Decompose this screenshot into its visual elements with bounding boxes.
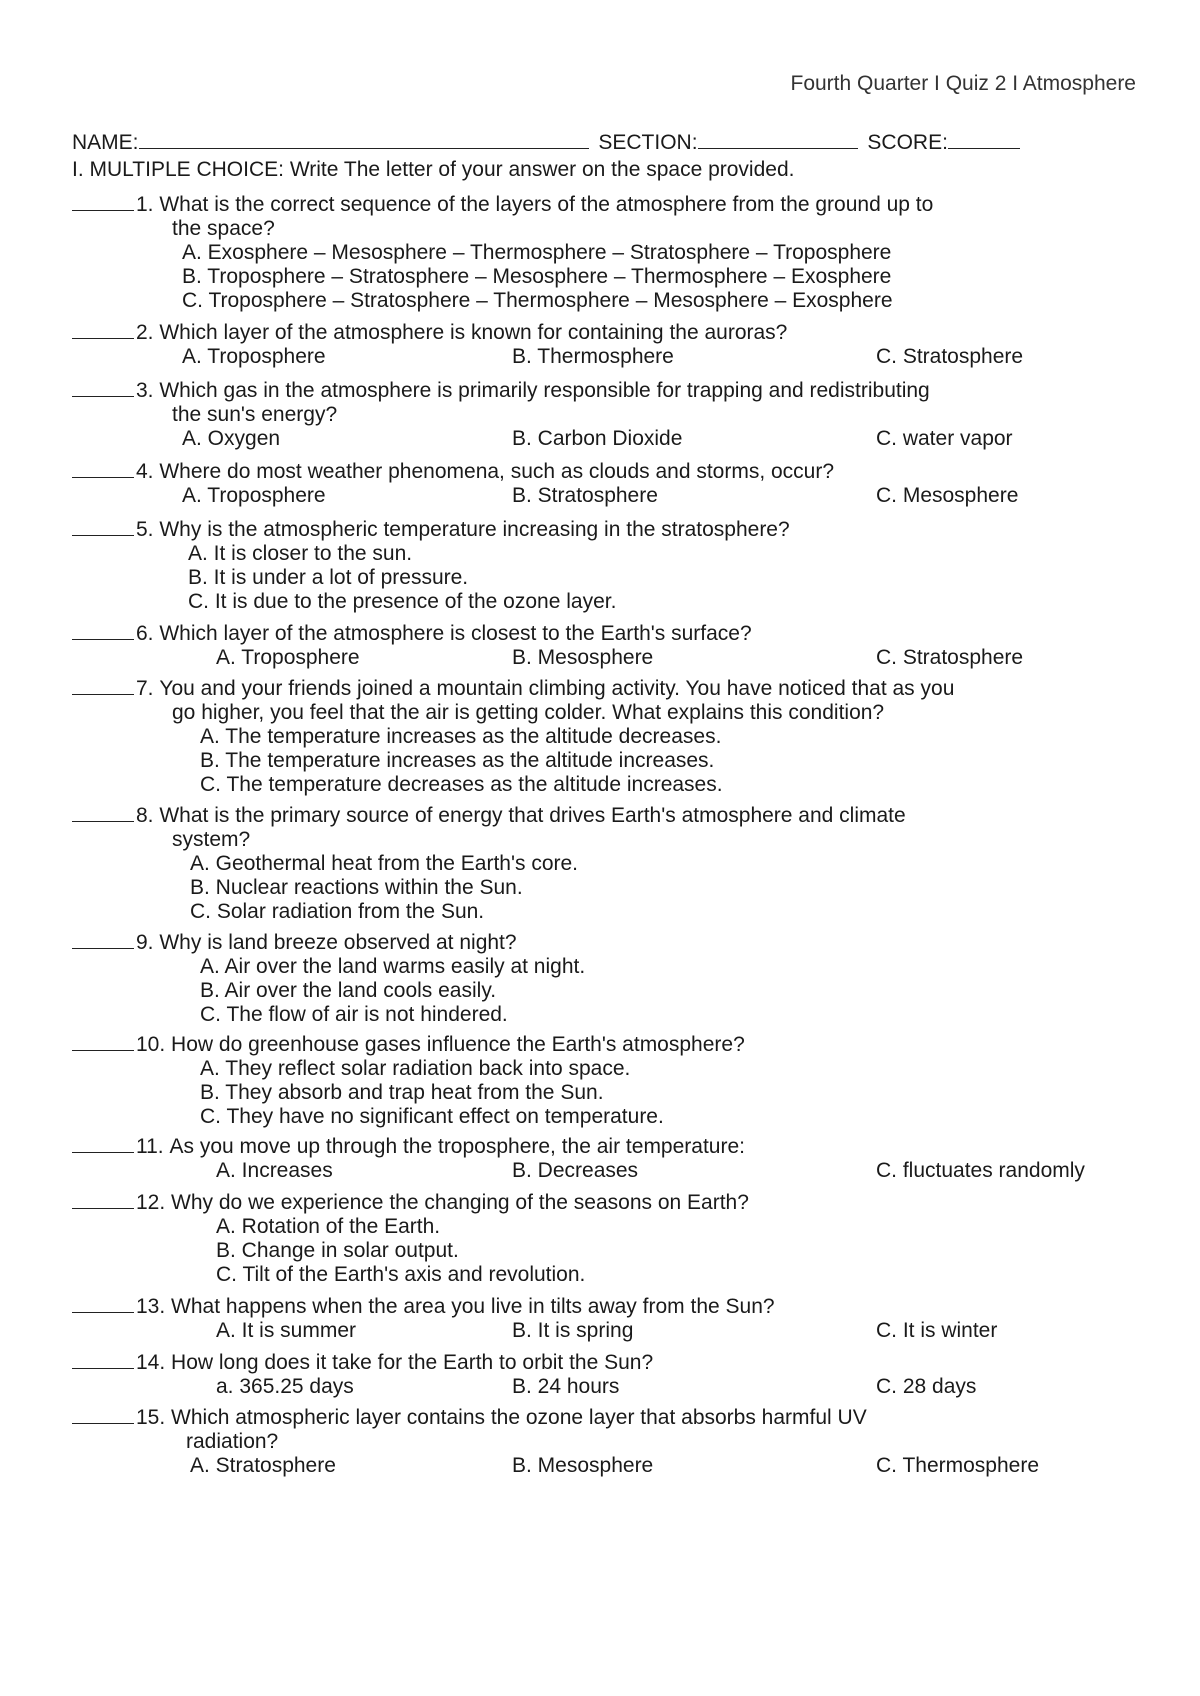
question-7 [72,676,1152,797]
student-info-line [72,130,1136,155]
answer-blank[interactable] [72,1134,134,1153]
option-b: B. 24 hours [512,1375,620,1398]
option-b: B. Change in solar output. [216,1239,459,1262]
option-c: C. Troposphere – Stratosphere – Thermosphere – Mesosphere – Exosphere [182,289,893,312]
question-text: Why do we experience the changing of the seasons on Earth? [171,1191,749,1214]
option-a: A. It is summer [216,1319,357,1342]
option-a: A. It is closer to the sun. [188,542,413,565]
option-b: B. Mesosphere [512,646,654,669]
option-c: C. Thermosphere [876,1454,1040,1477]
answer-blank[interactable] [72,621,134,640]
question-text: How long does it take for the Earth to orbit the Sun? [171,1351,654,1374]
question-number: 9. [136,931,154,954]
question-number: 3. [136,379,154,402]
question-number: 8. [136,804,154,827]
option-c: C. water vapor [876,427,1013,450]
answer-blank[interactable] [72,192,134,211]
option-a: A. Exosphere – Mesosphere – Thermosphere – Stratosphere – Troposphere [182,241,892,264]
option-a: A. Rotation of the Earth. [216,1215,441,1238]
option-c: C. Solar radiation from the Sun. [190,900,485,923]
option-c: C. They have no significant effect on temperature. [200,1105,664,1128]
score-label: SCORE: [867,131,948,154]
question-text: What is the primary source of energy that drives Earth's atmosphere and climate [159,804,906,827]
option-b: B. They absorb and trap heat from the Sun. [200,1081,604,1104]
option-c: C. 28 days [876,1375,977,1398]
question-9 [72,930,1152,1027]
question-number: 6. [136,622,154,645]
option-a: A. The temperature increases as the altitude decreases. [200,725,722,748]
option-c: C. It is winter [876,1319,998,1342]
question-text: How do greenhouse gases influence the Earth's atmosphere? [171,1033,745,1056]
option-a: a. 365.25 days [216,1375,354,1398]
question-number: 2. [136,321,154,344]
option-c: C. The temperature decreases as the altitude increases. [200,773,723,796]
option-c: C. fluctuates randomly [876,1159,1085,1182]
option-b: B. Troposphere – Stratosphere – Mesosphere – Thermosphere – Exosphere [182,265,892,288]
section-blank[interactable] [698,130,858,149]
option-b: B. Carbon Dioxide [512,427,683,450]
answer-blank[interactable] [72,459,134,478]
name-label: NAME: [72,131,139,154]
option-a: A. They reflect solar radiation back into space. [200,1057,631,1080]
question-text-cont: go higher, you feel that the air is getting colder. What explains this condition? [172,701,885,724]
option-b: B. Nuclear reactions within the Sun. [190,876,523,899]
instruction: I. MULTIPLE CHOICE: Write The letter of your answer on the space provided. [72,158,795,181]
option-b: B. Air over the land cools easily. [200,979,497,1002]
option-c: C. Tilt of the Earth's axis and revolution. [216,1263,586,1286]
question-number: 12. [136,1191,166,1214]
answer-blank[interactable] [72,803,134,822]
question-text: Which layer of the atmosphere is known for containing the auroras? [159,321,788,344]
question-text: As you move up through the troposphere, the air temperature: [169,1135,745,1158]
answer-blank[interactable] [72,930,134,949]
question-text-cont: the space? [172,217,275,240]
question-text: What happens when the area you live in tilts away from the Sun? [171,1295,775,1318]
question-number: 7. [136,677,154,700]
question-number: 10. [136,1033,166,1056]
question-11 [72,1134,1152,1183]
answer-blank[interactable] [72,1294,134,1313]
option-b: B. It is spring [512,1319,634,1342]
option-a: A. Troposphere [216,646,360,669]
answer-blank[interactable] [72,1190,134,1209]
option-a: A. Troposphere [182,484,326,507]
answer-blank[interactable] [72,320,134,339]
question-15 [72,1405,1152,1478]
option-b: B. It is under a lot of pressure. [188,566,469,589]
answer-blank[interactable] [72,1032,134,1051]
option-a: A. Air over the land warms easily at night. [200,955,586,978]
question-13 [72,1294,1152,1343]
answer-blank[interactable] [72,1350,134,1369]
question-8 [72,803,1152,924]
question-2 [72,320,1152,369]
question-text-cont: radiation? [186,1430,279,1453]
option-c: C. Mesosphere [876,484,1019,507]
question-12 [72,1190,1152,1287]
option-a: A. Oxygen [182,427,281,450]
question-text: Why is land breeze observed at night? [159,931,517,954]
option-a: A. Stratosphere [190,1454,336,1477]
question-1 [72,192,1152,313]
question-number: 5. [136,518,154,541]
question-number: 11. [136,1135,164,1158]
option-b: B. Mesosphere [512,1454,654,1477]
option-b: B. Thermosphere [512,345,674,368]
question-text: Which layer of the atmosphere is closest to the Earth's surface? [159,622,752,645]
score-blank[interactable] [948,130,1020,149]
question-text-cont: the sun's energy? [172,403,338,426]
question-text: What is the correct sequence of the layers of the atmosphere from the ground up to [159,193,934,216]
answer-blank[interactable] [72,676,134,695]
question-text: Which atmospheric layer contains the ozone layer that absorbs harmful UV [171,1406,867,1429]
option-b: B. Decreases [512,1159,639,1182]
answer-blank[interactable] [72,378,134,397]
question-text: Why is the atmospheric temperature increasing in the stratosphere? [159,518,790,541]
question-14 [72,1350,1152,1399]
option-c: C. The flow of air is not hindered. [200,1003,508,1026]
question-number: 4. [136,460,154,483]
option-b: B. Stratosphere [512,484,658,507]
question-number: 1. [136,193,154,216]
option-b: B. The temperature increases as the altitude increases. [200,749,715,772]
option-a: A. Troposphere [182,345,326,368]
option-c: C. It is due to the presence of the ozone layer. [188,590,617,613]
answer-blank[interactable] [72,517,134,536]
option-a: A. Geothermal heat from the Earth's core. [190,852,579,875]
page-header: Fourth Quarter I Quiz 2 I Atmosphere [790,72,1136,95]
question-number: 13. [136,1295,166,1318]
question-3 [72,378,1152,451]
question-text: Which gas in the atmosphere is primarily responsible for trapping and redistributing [159,379,930,402]
section-label: SECTION: [598,131,698,154]
option-a: A. Increases [216,1159,333,1182]
name-blank[interactable] [139,130,589,149]
question-text: Where do most weather phenomena, such as clouds and storms, occur? [159,460,835,483]
question-text-cont: system? [172,828,251,851]
option-c: C. Stratosphere [876,345,1024,368]
question-6 [72,621,1152,670]
question-number: 15. [136,1406,166,1429]
answer-blank[interactable] [72,1405,134,1424]
question-number: 14. [136,1351,166,1374]
question-text: You and your friends joined a mountain climbing activity. You have noticed that as you [159,677,955,700]
question-5 [72,517,1152,614]
question-10 [72,1032,1152,1129]
option-c: C. Stratosphere [876,646,1024,669]
question-4 [72,459,1152,508]
